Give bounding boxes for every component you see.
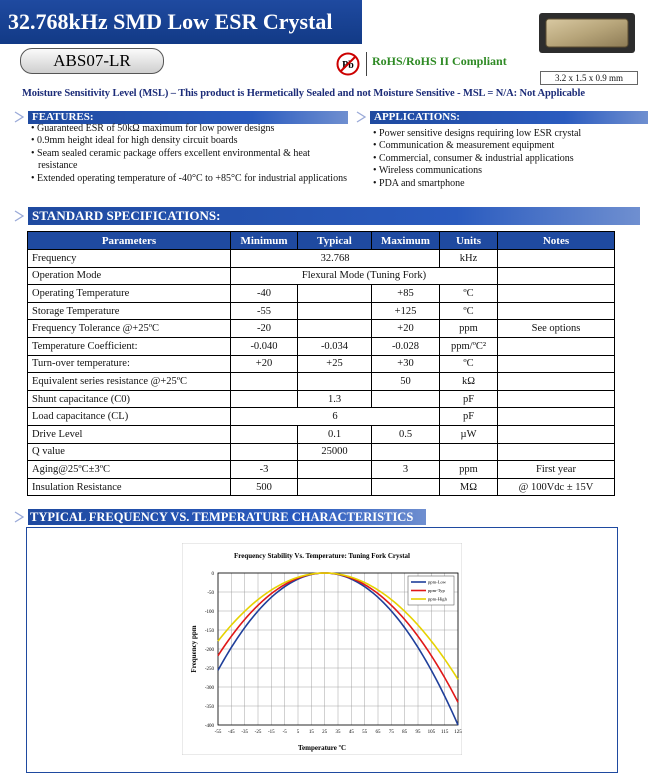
param-cell: Shunt capacitance (C0) bbox=[28, 390, 231, 408]
units-cell bbox=[440, 443, 498, 461]
param-cell: Q value bbox=[28, 443, 231, 461]
table-row bbox=[28, 373, 615, 391]
x-tick-label: 125 bbox=[454, 730, 462, 735]
param-cell: Turn-over temperature: bbox=[28, 355, 231, 373]
y-tick-label: -350 bbox=[204, 704, 214, 710]
notes-cell bbox=[498, 355, 615, 373]
x-tick-label: 75 bbox=[388, 730, 394, 735]
merged-value-cell: Flexural Mode (Tuning Fork) bbox=[231, 267, 498, 285]
notes-cell bbox=[498, 302, 615, 320]
param-cell: Operation Mode bbox=[28, 267, 231, 285]
maximum-cell: +85 bbox=[372, 285, 440, 303]
minimum-cell bbox=[231, 425, 298, 443]
column-header: Typical bbox=[298, 232, 372, 250]
notes-cell bbox=[498, 285, 615, 303]
notes-cell bbox=[498, 337, 615, 355]
maximum-cell: 50 bbox=[372, 373, 440, 391]
column-header: Parameters bbox=[28, 232, 231, 250]
notes-cell bbox=[498, 250, 615, 268]
minimum-cell: +20 bbox=[231, 355, 298, 373]
param-cell: Frequency bbox=[28, 250, 231, 268]
x-tick-label: 5 bbox=[296, 730, 300, 735]
specifications-table bbox=[27, 231, 615, 496]
param-cell: Insulation Resistance bbox=[28, 478, 231, 496]
table-row bbox=[28, 267, 615, 285]
chart-title: Frequency Stability Vs. Temperature: Tuning Fork Crystal bbox=[234, 552, 410, 560]
maximum-cell: -0.028 bbox=[372, 337, 440, 355]
maximum-cell bbox=[372, 443, 440, 461]
minimum-cell: 500 bbox=[231, 478, 298, 496]
typical-cell: 32.768 bbox=[231, 250, 440, 268]
list-item: • Wireless communications bbox=[372, 165, 650, 177]
list-item: • Extended operating temperature of -40°C to +85°C for industrial applications bbox=[30, 173, 350, 185]
param-cell: Aging@25ºC±3ºC bbox=[28, 461, 231, 479]
column-header: Notes bbox=[498, 232, 615, 250]
notes-cell bbox=[498, 443, 615, 461]
x-tick-label: -5 bbox=[282, 730, 287, 735]
table-row bbox=[28, 443, 615, 461]
maximum-cell: 3 bbox=[372, 461, 440, 479]
units-cell: MΩ bbox=[440, 478, 498, 496]
y-axis-label: Frequency ppm bbox=[190, 625, 198, 673]
typical-cell bbox=[298, 302, 372, 320]
maximum-cell: +125 bbox=[372, 302, 440, 320]
section-arrow-icon bbox=[354, 110, 368, 124]
crystal-package-image bbox=[537, 10, 637, 56]
x-tick-label: -45 bbox=[227, 730, 235, 735]
typical-cell: 25000 bbox=[298, 443, 372, 461]
x-tick-label: 105 bbox=[427, 730, 436, 735]
lead-free-icon bbox=[336, 52, 360, 76]
legend-entry: ppm-Low bbox=[428, 579, 447, 585]
param-cell: Frequency Tolerance @+25ºC bbox=[28, 320, 231, 338]
minimum-cell bbox=[231, 373, 298, 391]
typical-cell bbox=[298, 285, 372, 303]
param-cell: Operating Temperature bbox=[28, 285, 231, 303]
table-row bbox=[28, 461, 615, 479]
x-tick-label: 85 bbox=[402, 730, 408, 735]
table-row bbox=[28, 302, 615, 320]
notes-cell: First year bbox=[498, 461, 615, 479]
y-tick-label: -100 bbox=[204, 609, 214, 615]
notes-cell bbox=[498, 408, 615, 426]
x-tick-label: 45 bbox=[348, 730, 354, 735]
typical-cell: 1.3 bbox=[298, 390, 372, 408]
typical-cell: +25 bbox=[298, 355, 372, 373]
rohs-compliance-label: RoHS/RoHS II Compliant bbox=[372, 54, 507, 68]
list-item: • Commercial, consumer & industrial applications bbox=[372, 153, 650, 165]
table-row bbox=[28, 478, 615, 496]
minimum-cell: -40 bbox=[231, 285, 298, 303]
notes-cell bbox=[498, 425, 615, 443]
lead-free-icon-text: Pb bbox=[342, 60, 354, 71]
typical-cell bbox=[298, 373, 372, 391]
maximum-cell: +20 bbox=[372, 320, 440, 338]
y-tick-label: -150 bbox=[204, 628, 214, 634]
list-item: • Guaranteed ESR of 50kΩ maximum for low power designs bbox=[30, 123, 350, 135]
header-divider bbox=[366, 52, 367, 76]
notes-cell: @ 100Vdc ± 15V bbox=[498, 478, 615, 496]
list-item: • Seam sealed ceramic package offers excellent environmental & heat resistance bbox=[30, 148, 350, 173]
notes-cell bbox=[498, 373, 615, 391]
table-row bbox=[28, 250, 615, 268]
units-cell: ºC bbox=[440, 285, 498, 303]
x-tick-label: 55 bbox=[362, 730, 368, 735]
units-cell: ppm bbox=[440, 461, 498, 479]
y-tick-label: 0 bbox=[211, 571, 214, 577]
x-tick-label: -15 bbox=[267, 730, 275, 735]
y-tick-label: -250 bbox=[204, 666, 214, 672]
units-cell: ºC bbox=[440, 355, 498, 373]
frequency-temperature-chart bbox=[182, 543, 462, 755]
chart-section-heading: TYPICAL FREQUENCY VS. TEMPERATURE CHARACTERISTICS bbox=[28, 509, 426, 525]
typical-cell bbox=[298, 478, 372, 496]
x-tick-label: 15 bbox=[308, 730, 314, 735]
typical-cell bbox=[298, 461, 372, 479]
minimum-cell: -3 bbox=[231, 461, 298, 479]
units-cell: kΩ bbox=[440, 373, 498, 391]
units-cell: µW bbox=[440, 425, 498, 443]
section-arrow-icon bbox=[12, 209, 26, 223]
x-tick-label: -25 bbox=[254, 730, 262, 735]
column-header: Units bbox=[440, 232, 498, 250]
table-row bbox=[28, 355, 615, 373]
package-dimensions: 3.2 x 1.5 x 0.9 mm bbox=[540, 71, 638, 85]
typical-cell: 6 bbox=[231, 408, 440, 426]
legend-entry: ppm-Typ bbox=[428, 588, 445, 594]
x-tick-label: 65 bbox=[375, 730, 381, 735]
section-arrow-icon bbox=[12, 510, 26, 524]
section-arrow-icon bbox=[12, 110, 26, 124]
x-tick-label: -35 bbox=[241, 730, 249, 735]
units-cell: pF bbox=[440, 408, 498, 426]
minimum-cell bbox=[231, 443, 298, 461]
maximum-cell bbox=[372, 478, 440, 496]
list-item: • PDA and smartphone bbox=[372, 178, 650, 190]
features-list bbox=[30, 123, 350, 185]
table-row bbox=[28, 425, 615, 443]
document-title: 32.768kHz SMD Low ESR Crystal bbox=[0, 0, 362, 44]
specifications-heading: STANDARD SPECIFICATIONS: bbox=[28, 207, 640, 225]
list-item: • 0.9mm height ideal for high density circuit boards bbox=[30, 135, 350, 147]
y-tick-label: -400 bbox=[204, 723, 214, 729]
param-cell: Drive Level bbox=[28, 425, 231, 443]
table-row bbox=[28, 337, 615, 355]
list-item: • Power sensitive designs requiring low ESR crystal bbox=[372, 128, 650, 140]
part-number-badge: ABS07-LR bbox=[20, 48, 164, 74]
msl-notice: Moisture Sensitivity Level (MSL) – This product is Hermetically Sealed and not Moisture Sensitive - MSL = N/A: Not Applicable bbox=[22, 88, 585, 99]
table-row bbox=[28, 285, 615, 303]
typical-cell: 0.1 bbox=[298, 425, 372, 443]
chart-legend bbox=[408, 576, 454, 605]
minimum-cell bbox=[231, 390, 298, 408]
units-cell: pF bbox=[440, 390, 498, 408]
notes-cell bbox=[498, 390, 615, 408]
y-tick-label: -300 bbox=[204, 685, 214, 691]
maximum-cell: 0.5 bbox=[372, 425, 440, 443]
x-tick-label: 25 bbox=[322, 730, 328, 735]
minimum-cell: -0.040 bbox=[231, 337, 298, 355]
notes-cell: See options bbox=[498, 320, 615, 338]
minimum-cell: -55 bbox=[231, 302, 298, 320]
table-row bbox=[28, 408, 615, 426]
x-tick-label: 35 bbox=[335, 730, 341, 735]
notes-cell bbox=[498, 267, 615, 285]
x-tick-label: 115 bbox=[441, 730, 449, 735]
param-cell: Equivalent series resistance @+25ºC bbox=[28, 373, 231, 391]
param-cell: Temperature Coefficient: bbox=[28, 337, 231, 355]
table-header-row bbox=[28, 232, 615, 250]
param-cell: Load capacitance (CL) bbox=[28, 408, 231, 426]
applications-list bbox=[372, 128, 650, 190]
units-cell: kHz bbox=[440, 250, 498, 268]
list-item: • Communication & measurement equipment bbox=[372, 140, 650, 152]
param-cell: Storage Temperature bbox=[28, 302, 231, 320]
x-axis-label: Temperature ºC bbox=[298, 744, 346, 752]
x-tick-label: 95 bbox=[415, 730, 421, 735]
typical-cell: -0.034 bbox=[298, 337, 372, 355]
units-cell: ppm bbox=[440, 320, 498, 338]
features-heading: FEATURES: bbox=[28, 111, 348, 124]
y-tick-label: -50 bbox=[207, 590, 214, 596]
units-cell: ppm/ºC² bbox=[440, 337, 498, 355]
table-row bbox=[28, 320, 615, 338]
maximum-cell bbox=[372, 390, 440, 408]
y-tick-label: -200 bbox=[204, 647, 214, 653]
table-row bbox=[28, 390, 615, 408]
typical-cell bbox=[298, 320, 372, 338]
applications-heading: APPLICATIONS: bbox=[370, 111, 648, 124]
column-header: Maximum bbox=[372, 232, 440, 250]
column-header: Minimum bbox=[231, 232, 298, 250]
legend-entry: ppm-High bbox=[428, 596, 447, 602]
maximum-cell: +30 bbox=[372, 355, 440, 373]
x-tick-label: -55 bbox=[214, 730, 222, 735]
minimum-cell: -20 bbox=[231, 320, 298, 338]
units-cell: ºC bbox=[440, 302, 498, 320]
